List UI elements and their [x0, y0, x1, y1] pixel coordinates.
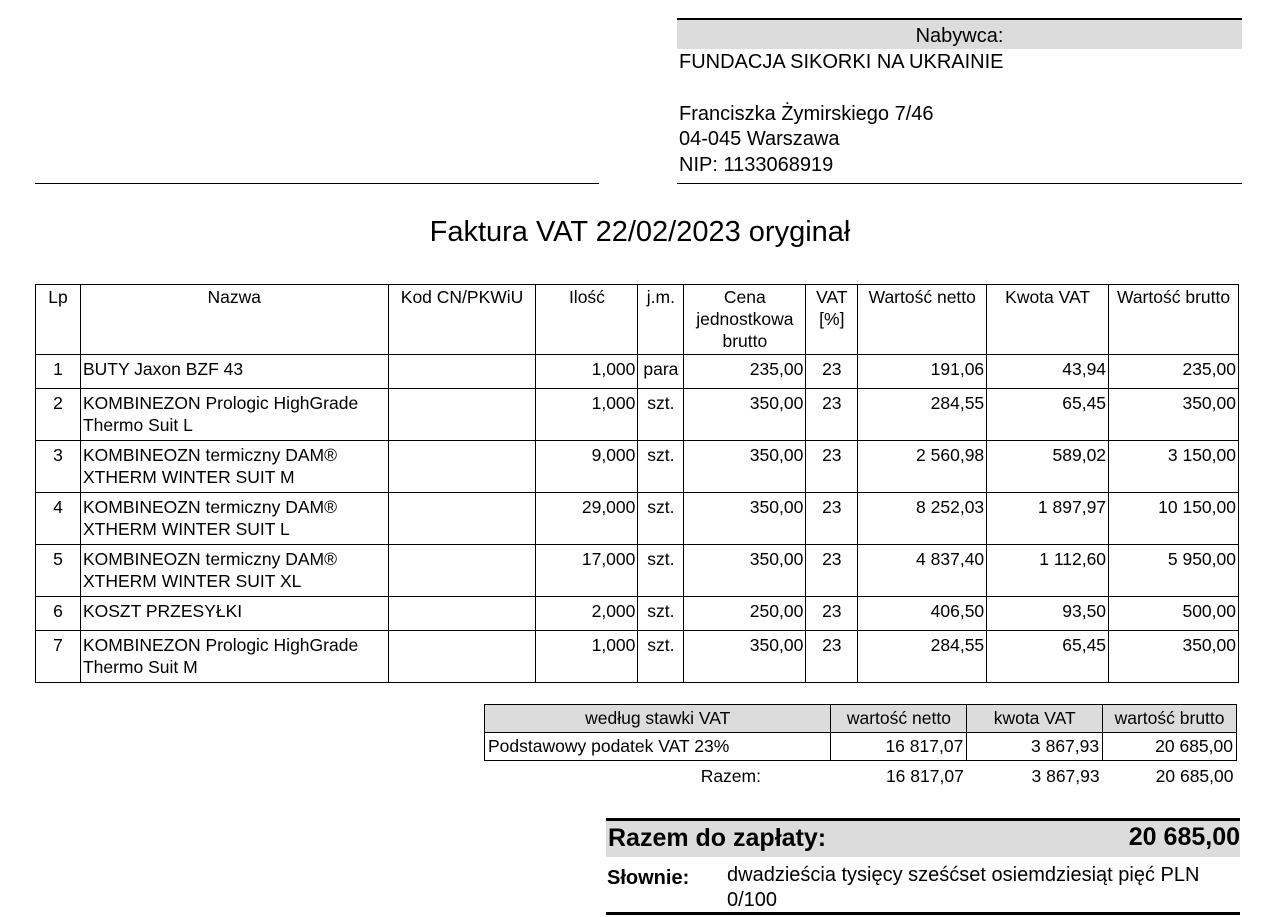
- cell-net: 191,06: [858, 355, 987, 389]
- cell-unit: szt.: [638, 545, 684, 597]
- cell-lp: 7: [36, 631, 81, 683]
- cell-vat: 23: [806, 631, 858, 683]
- cell-net: 406,50: [858, 597, 987, 631]
- table-row: [36, 597, 1239, 631]
- cell-vat: 23: [806, 597, 858, 631]
- bottom-divider: [606, 912, 1240, 915]
- cell-qty: 1,000: [536, 355, 638, 389]
- buyer-header: Nabywca:: [677, 18, 1242, 49]
- vat-header-rate: według stawki VAT: [485, 705, 831, 733]
- cell-name: KOMBINEOZN termiczny DAM® XTHERM WINTER SUIT L: [80, 493, 388, 545]
- buyer-details: [679, 50, 1004, 178]
- cell-vat-amount: 1 112,60: [987, 545, 1109, 597]
- cell-net: 284,55: [858, 631, 987, 683]
- cell-gross: 350,00: [1109, 389, 1239, 441]
- cell-code: [388, 355, 536, 389]
- cell-lp: 1: [36, 355, 81, 389]
- vat-total-row: [485, 761, 1237, 791]
- cell-vat-amount: 589,02: [987, 441, 1109, 493]
- amount-in-words-label: Słownie:: [607, 867, 690, 889]
- cell-name: KOMBINEZON Prologic HighGrade Thermo Suit M: [80, 631, 388, 683]
- cell-vat-amount: 1 897,97: [987, 493, 1109, 545]
- vat-amount: 3 867,93: [967, 733, 1103, 761]
- vat-gross: 20 685,00: [1103, 733, 1237, 761]
- table-row: [36, 441, 1239, 493]
- cell-code: [388, 389, 536, 441]
- cell-name: KOMBINEZON Prologic HighGrade Thermo Suit L: [80, 389, 388, 441]
- cell-unit: szt.: [638, 493, 684, 545]
- payment-label: Razem do zapłaty:: [608, 824, 827, 852]
- cell-net: 284,55: [858, 389, 987, 441]
- payment-amount: 20 685,00: [1128, 823, 1240, 851]
- cell-price: 350,00: [684, 493, 806, 545]
- cell-vat-amount: 65,45: [987, 631, 1109, 683]
- vat-header-net: wartość netto: [831, 705, 967, 733]
- cell-gross: 10 150,00: [1109, 493, 1239, 545]
- cell-lp: 6: [36, 597, 81, 631]
- vat-total-vat: 3 867,93: [1031, 766, 1100, 786]
- cell-code: [388, 631, 536, 683]
- vat-total-label: Razem:: [700, 766, 761, 786]
- cell-price: 350,00: [684, 631, 806, 683]
- cell-vat-amount: 93,50: [987, 597, 1109, 631]
- items-header-row: [36, 285, 1239, 355]
- cell-name: BUTY Jaxon BZF 43: [80, 355, 388, 389]
- vat-rate: Podstawowy podatek VAT 23%: [485, 733, 831, 761]
- cell-gross: 500,00: [1109, 597, 1239, 631]
- amount-in-words: dwadzieścia tysięcy sześćset osiemdziesiąt pięć PLN 0/100: [727, 864, 1200, 911]
- vat-row: [485, 733, 1237, 761]
- cell-unit: szt.: [638, 389, 684, 441]
- cell-vat: 23: [806, 389, 858, 441]
- cell-price: 350,00: [684, 441, 806, 493]
- header-lp: Lp: [36, 285, 81, 355]
- header-vat: VAT [%]: [806, 285, 858, 355]
- cell-qty: 1,000: [536, 631, 638, 683]
- cell-vat: 23: [806, 493, 858, 545]
- header-unit: j.m.: [638, 285, 684, 355]
- cell-vat: 23: [806, 441, 858, 493]
- buyer-divider: [677, 183, 1242, 184]
- cell-gross: 235,00: [1109, 355, 1239, 389]
- vat-total-net: 16 817,07: [885, 766, 964, 786]
- cell-name: KOMBINEOZN termiczny DAM® XTHERM WINTER SUIT M: [80, 441, 388, 493]
- cell-unit: szt.: [638, 441, 684, 493]
- buyer-nip: NIP: 1133068919: [679, 153, 834, 176]
- cell-qty: 1,000: [536, 389, 638, 441]
- header-price: Cena jednostkowa brutto: [684, 285, 806, 355]
- cell-net: 8 252,03: [858, 493, 987, 545]
- cell-net: 2 560,98: [858, 441, 987, 493]
- cell-lp: 4: [36, 493, 81, 545]
- cell-lp: 5: [36, 545, 81, 597]
- table-row: [36, 545, 1239, 597]
- header-net: Wartość netto: [858, 285, 987, 355]
- cell-vat-amount: 65,45: [987, 389, 1109, 441]
- cell-qty: 17,000: [536, 545, 638, 597]
- cell-qty: 2,000: [536, 597, 638, 631]
- cell-code: [388, 441, 536, 493]
- cell-gross: 350,00: [1109, 631, 1239, 683]
- cell-code: [388, 597, 536, 631]
- items-table: [35, 284, 1239, 683]
- vat-header-row: [485, 705, 1237, 733]
- cell-gross: 5 950,00: [1109, 545, 1239, 597]
- cell-lp: 2: [36, 389, 81, 441]
- cell-gross: 3 150,00: [1109, 441, 1239, 493]
- vat-total-gross: 20 685,00: [1155, 766, 1234, 786]
- cell-lp: 3: [36, 441, 81, 493]
- cell-unit: szt.: [638, 631, 684, 683]
- buyer-name: FUNDACJA SIKORKI NA UKRAINIE: [679, 51, 1004, 73]
- vat-summary-table: [484, 704, 1237, 790]
- cell-code: [388, 545, 536, 597]
- cell-name: KOMBINEOZN termiczny DAM® XTHERM WINTER SUIT XL: [80, 545, 388, 597]
- cell-vat-amount: 43,94: [987, 355, 1109, 389]
- header-gross: Wartość brutto: [1109, 285, 1239, 355]
- cell-vat: 23: [806, 545, 858, 597]
- vat-header-vat: kwota VAT: [967, 705, 1103, 733]
- cell-unit: para: [638, 355, 684, 389]
- table-row: [36, 389, 1239, 441]
- cell-code: [388, 493, 536, 545]
- buyer-city: 04-045 Warszawa: [679, 128, 840, 150]
- cell-price: 350,00: [684, 545, 806, 597]
- cell-qty: 29,000: [536, 493, 638, 545]
- cell-qty: 9,000: [536, 441, 638, 493]
- header-vat-amount: Kwota VAT: [987, 285, 1109, 355]
- cell-price: 350,00: [684, 389, 806, 441]
- table-row: [36, 355, 1239, 389]
- cell-name: KOSZT PRZESYŁKI: [80, 597, 388, 631]
- table-row: [36, 631, 1239, 683]
- header-code: Kod CN/PKWiU: [388, 285, 536, 355]
- cell-net: 4 837,40: [858, 545, 987, 597]
- vat-header-gross: wartość brutto: [1103, 705, 1237, 733]
- invoice-title: Faktura VAT 22/02/2023 oryginał: [429, 216, 851, 248]
- cell-price: 235,00: [684, 355, 806, 389]
- cell-unit: szt.: [638, 597, 684, 631]
- cell-price: 250,00: [684, 597, 806, 631]
- header-name: Nazwa: [80, 285, 388, 355]
- cell-vat: 23: [806, 355, 858, 389]
- seller-divider: [35, 183, 599, 184]
- buyer-street: Franciszka Żymirskiego 7/46: [679, 102, 934, 125]
- header-qty: Ilość: [536, 285, 638, 355]
- table-row: [36, 493, 1239, 545]
- vat-net: 16 817,07: [831, 733, 967, 761]
